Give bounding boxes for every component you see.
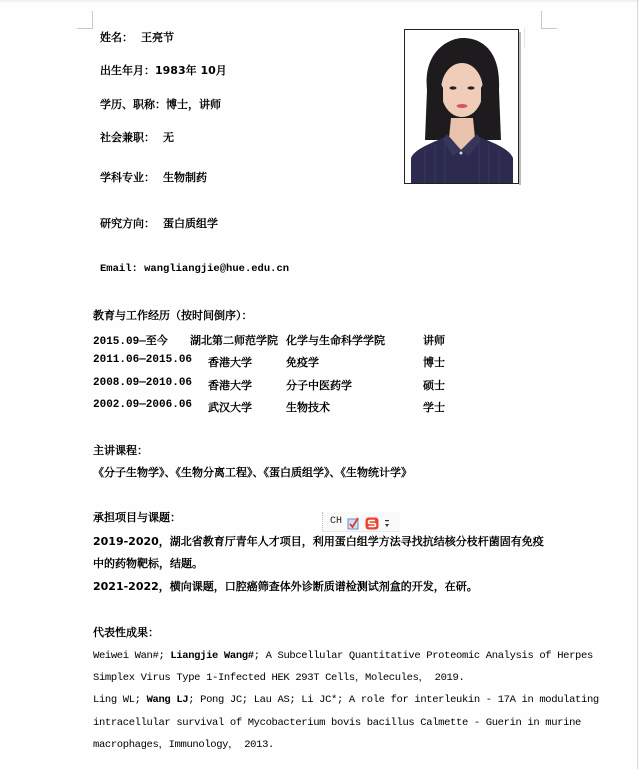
publication-title: ; Pong JC; Lau AS; Li JC*; A role for interleukin - 17A in modulating <box>188 694 599 706</box>
birth-label: 出生年月： <box>100 64 155 77</box>
research-field <box>100 217 218 231</box>
margin-tick <box>524 28 525 48</box>
education-period: 2002.09—2006.06 <box>93 399 193 411</box>
publication-author-highlight: Wang LJ <box>146 694 189 706</box>
ime-menu-icon[interactable] <box>383 515 391 528</box>
publications-heading: 代表性成果： <box>93 626 159 639</box>
education-period: 2008.09—2010.06 <box>93 377 193 389</box>
publication-title: ; A Subcellular Quantitative Proteomic Analysis of Herpes <box>253 650 593 662</box>
publication-line: macrophages，Immunology， 2013. <box>93 739 274 751</box>
publication-line: intracellular survival of Mycobacterium bovis bacillus Calmette - Guerin in murine <box>93 717 581 729</box>
education-row <box>93 354 473 368</box>
projects-heading: 承担项目与课题： <box>93 511 181 524</box>
degree-value: 博士，讲师 <box>166 98 221 111</box>
education-title: 博士 <box>423 356 445 369</box>
project-item-line: 中的药物靶标，结题。 <box>93 557 203 570</box>
publication-line: Simplex Virus Type 1-Infected HEK 293T Cells，Molecules， 2019. <box>93 672 465 684</box>
social-field <box>100 131 174 145</box>
email-label: Email: <box>100 263 138 275</box>
education-title: 学士 <box>423 401 445 414</box>
education-heading: 教育与工作经历（按时间倒序）： <box>93 309 253 322</box>
project-item-line: 2021-2022，横向课题，口腔癌筛查体外诊断质谱检测试剂盒的开发，在研。 <box>93 580 478 593</box>
email-field <box>100 262 289 276</box>
education-department: 分子中医药学 <box>286 379 352 392</box>
publication-author-highlight: Liangjie Wang# <box>170 650 254 662</box>
portrait-image <box>405 30 518 183</box>
education-period: 2011.06—2015.06 <box>93 354 193 366</box>
ime-toolbar[interactable] <box>322 512 400 532</box>
education-institution: 湖北第二师范学院 <box>190 334 278 347</box>
courses-heading: 主讲课程： <box>93 444 148 457</box>
education-period: 2015.09—至今 <box>93 336 168 348</box>
education-department: 免疫学 <box>286 356 319 369</box>
email-value: wangliangjie@hue.edu.cn <box>144 263 290 275</box>
ime-checklist-icon[interactable] <box>347 515 360 528</box>
publication-coauthor: Ling WL; <box>93 694 141 706</box>
education-institution: 香港大学 <box>208 356 252 369</box>
page-right-edge <box>637 0 638 769</box>
degree-label: 学历、职称： <box>100 98 166 111</box>
major-label: 学科专业： <box>100 171 155 184</box>
margin-corner-mark-top-left <box>77 11 93 29</box>
profile-photo <box>404 29 519 184</box>
major-value: 生物制药 <box>163 171 207 184</box>
social-value: 无 <box>163 131 174 144</box>
education-department: 生物技术 <box>286 401 330 414</box>
research-label: 研究方向： <box>100 217 155 230</box>
education-department: 化学与生命科学学院 <box>286 334 385 347</box>
education-institution: 武汉大学 <box>208 401 252 414</box>
education-row <box>93 332 473 346</box>
page-top-strip <box>0 0 639 2</box>
degree-field <box>100 98 221 112</box>
education-row <box>93 399 473 413</box>
social-label: 社会兼职： <box>100 131 155 144</box>
research-value: 蛋白质组学 <box>163 217 218 230</box>
education-institution: 香港大学 <box>208 379 252 392</box>
sogou-logo-icon[interactable] <box>365 515 378 528</box>
name-field <box>100 31 174 45</box>
birth-field <box>100 64 227 78</box>
name-value: 王亮节 <box>141 31 174 44</box>
name-label: 姓名： <box>100 31 133 44</box>
margin-corner-mark-top-right <box>541 11 557 29</box>
courses-list: 《分子生物学》、《生物分离工程》、《蛋白质组学》、《生物统计学》 <box>93 466 412 479</box>
education-title: 讲师 <box>423 334 445 347</box>
education-title: 硕士 <box>423 379 445 392</box>
publication-line <box>93 693 599 707</box>
project-item-line: 2019-2020，湖北省教育厅青年人才项目，利用蛋白组学方法寻找抗结核分枝杆菌固有免疫 <box>93 535 544 548</box>
major-field <box>100 171 207 185</box>
education-row <box>93 377 473 391</box>
publication-line <box>93 649 593 663</box>
publication-coauthor: Weiwei Wan#; <box>93 650 165 662</box>
ime-mode-toggle[interactable]: CH <box>330 516 343 527</box>
birth-value: 1983年 10月 <box>155 64 227 77</box>
